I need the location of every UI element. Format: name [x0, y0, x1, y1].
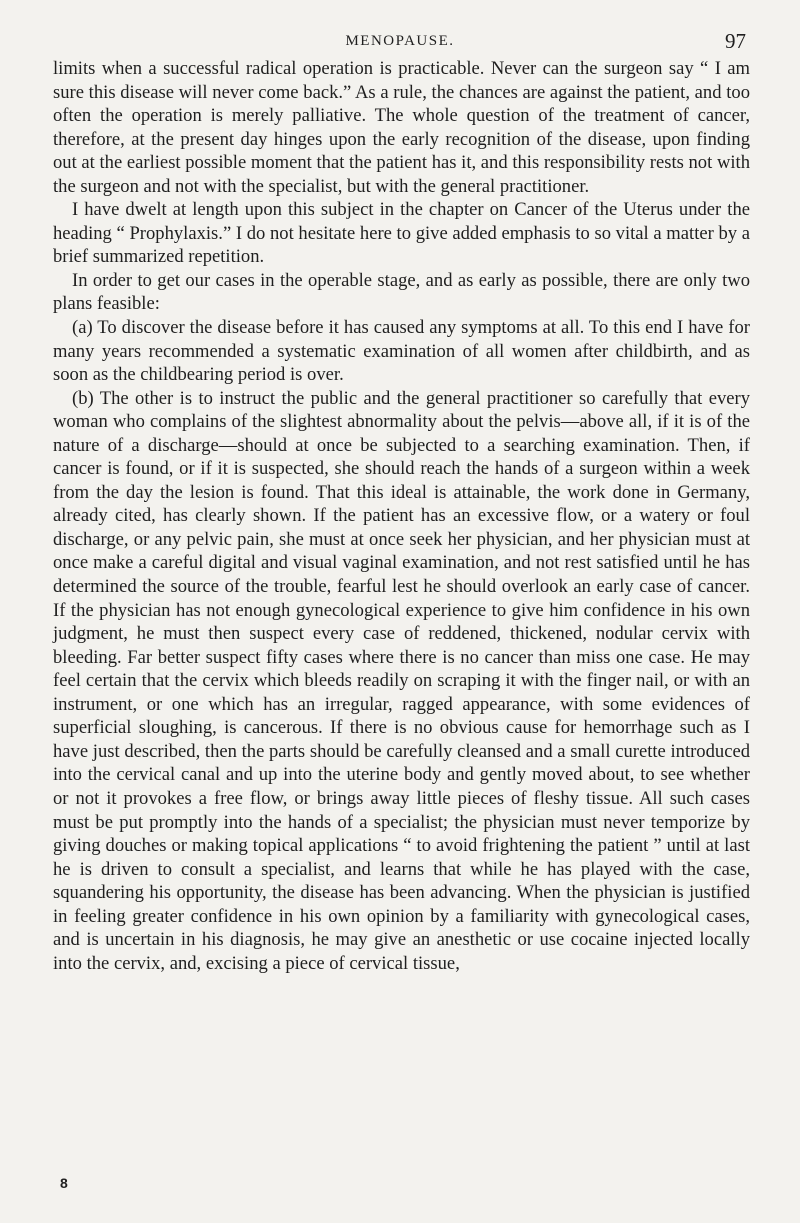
- page-number: 97: [725, 29, 746, 53]
- signature-mark: 8: [60, 1175, 68, 1191]
- paragraph-continued: limits when a successful radical operation is practicable. Never can the surgeon say “ I am sure this disease will never come back.” As a rule, the chances are against the patient, and too often the operation is merely palliative. The whole question of the treatment of cancer, therefore, at the present day hinges upon the early recognition of the disease, upon finding out at the earliest possible moment that the patient has it, and this responsibility rests not with the surgeon and not with the specialist, but with the general practitioner.: [53, 58, 750, 197]
- running-head: MENOPAUSE.: [345, 33, 455, 49]
- paragraph-plan-a: (a) To discover the disease before it has caused any symptoms at all. To this end I have for many years recommended a systematic examination of all women after childbirth, and as soon as the childbearing period is over.: [53, 317, 750, 386]
- body-text: [53, 57, 750, 975]
- paragraph-plans-intro: In order to get our cases in the operable stage, and as early as possible, there are only two plans feasible:: [53, 269, 750, 315]
- paragraph-prophylaxis: I have dwelt at length upon this subject in the chapter on Cancer of the Uterus under the heading “ Prophylaxis.” I do not hesitate here to give added emphasis to so vital a matter by a brief summarized repetition.: [53, 199, 750, 268]
- paragraph-plan-b: (b) The other is to instruct the public and the general practitioner so carefully that every woman who complains of the slightest abnormality about the pelvis—above all, if it is of the nature of a discharge—should at once be subjected to a searching examination. Then, if cancer is found, or if it is suspected, she should reach the hands of a surgeon within a week from the day the lesion is found. That this ideal is attainable, the work done in Germany, already cited, has clearly shown. If the patient has an excessive flow, or a watery or foul discharge, or any pelvic pain, she must at once seek her physician, and her physician must at once make a careful digital and visual vaginal examination, and not rest satisfied until he has determined the source of the trouble, fearful lest he should overlook an early case of cancer. If the physician has not enough gynecological experience to give him confidence in his own judgment, he must then suspect every case of reddened, thickened, nodular cervix with bleeding. Far better suspect fifty cases where there is no cancer than miss one case. He may feel certain that the cervix which bleeds readily on scraping it with the finger nail, or with an instrument, or one which has an irregular, ragged appearance, with some evidences of superficial sloughing, is cancerous. If there is no obvious cause for hemorrhage such as I have just described, then the parts should be carefully cleansed and a small curette introduced into the cervical canal and up into the uterine body and gently moved about, to see whether or not it provokes a free flow, or brings away little pieces of fleshy tissue. All such cases must be put promptly into the hands of a specialist; the physician must never temporize by giving douches or making topical applications “ to avoid frightening the patient ” until at last he is driven to consult a specialist, and learns that while he has played with the case, squandering his opportunity, the disease has been advancing. When the physician is justified in feeling greater confidence in his own opinion by a familiarity with gynecological cases, and is uncertain in his diagnosis, he may give an anesthetic or use cocaine injected locally into the cervix, and, excising a piece of cervical tissue,: [53, 387, 750, 974]
- page-header: [0, 31, 800, 55]
